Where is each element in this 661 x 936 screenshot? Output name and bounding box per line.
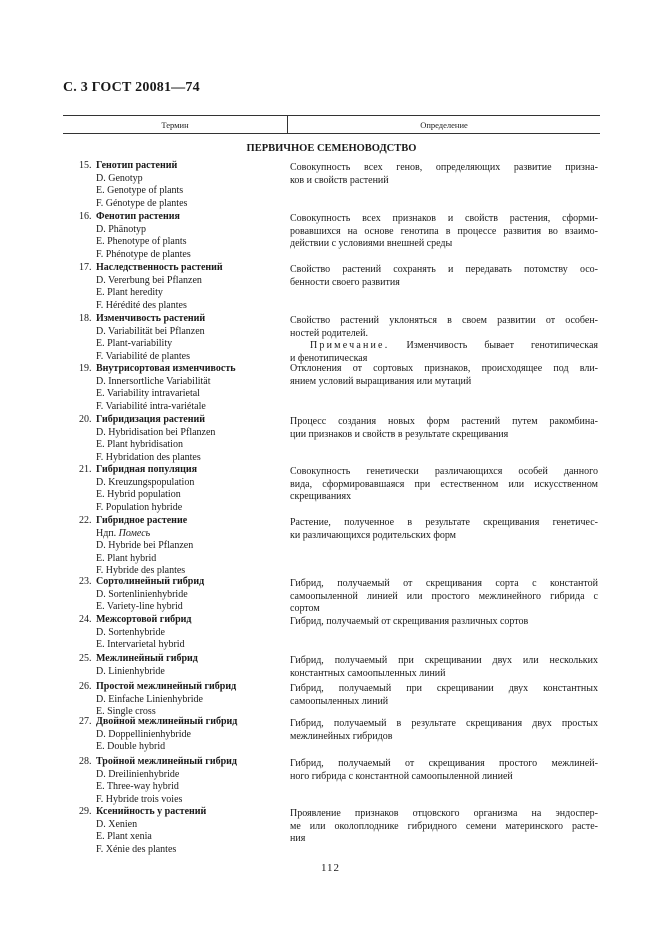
term-block — [79, 614, 279, 652]
term-translation: E. Plant hybrid — [96, 552, 157, 564]
term-number: 15. — [79, 160, 92, 171]
term-translation: D. Genotyp — [96, 172, 143, 184]
definition-line: Совокупность всех признаков и свойств растения, сформи- — [290, 213, 598, 224]
term-translation: F. Hybride trois voies — [96, 793, 183, 805]
term-translation: D. Innersortliche Variabilität — [96, 375, 211, 387]
definition-line: межлинейных гибридов — [290, 730, 393, 742]
term-translation: D. Einfache Linienhybride — [96, 693, 203, 705]
definition-line: вида, сформировавшаяся при естественном или искусственном — [290, 478, 598, 490]
definition-text — [290, 655, 598, 680]
definition-text — [290, 808, 598, 846]
term-block — [79, 515, 279, 578]
page-header-title: С. 3 ГОСТ 20081—74 — [63, 80, 200, 95]
note-label: Примечание. — [310, 340, 390, 351]
definition-text — [290, 578, 598, 616]
definition-text — [290, 416, 598, 441]
term-block — [79, 313, 279, 363]
definition-line: Растение, полученное в результате скрещивания генетичес- — [290, 517, 598, 528]
term-translation: F. Variabilité intra-variétale — [96, 400, 206, 412]
term-block — [79, 576, 279, 614]
term-name: Межсортовой гибрид — [96, 614, 192, 625]
column-header-definition: Определение — [420, 119, 468, 130]
definition-line: Гибрид, получаемый от скрещивания сорта с константой — [290, 578, 598, 589]
definition-line: Гибрид, получаемый в результате скрещивания двух простых — [290, 718, 598, 729]
definition-line: Гибрид, получаемый при скрещивании двух или нескольких — [290, 655, 598, 666]
definition-line: Свойство растений сохранять и передавать потомству осо- — [290, 264, 598, 275]
definition-line: бенности своего развития — [290, 276, 400, 288]
definition-line: самоопыленной линией или простого межлинейного гибрида с — [290, 590, 598, 602]
term-number: 25. — [79, 653, 92, 664]
term-definition — [290, 655, 598, 680]
term-translation: D. Sortenhybride — [96, 626, 165, 638]
term-translation: E. Double hybrid — [96, 741, 166, 752]
term-name: Простой межлинейный гибрид — [96, 681, 237, 692]
term-definition — [290, 578, 598, 616]
definition-text — [290, 616, 598, 629]
term-name: Гибридная популяция — [96, 464, 198, 475]
definition-line: Совокупность генетически различающихся особей данного — [290, 466, 598, 477]
table-header — [63, 115, 600, 134]
term-block — [79, 716, 279, 754]
ndp-value: Помесь — [118, 527, 151, 539]
definition-text — [290, 758, 598, 783]
definition-line: ции признаков и свойств в результате скрещивания — [290, 428, 509, 440]
term-translation: E. Variability intravarietal — [96, 388, 200, 399]
term-name: Внутрисортовая изменчивость — [96, 363, 236, 374]
column-header-term: Термин — [161, 119, 189, 130]
definition-text — [290, 213, 598, 251]
term-translation: F. Xénie des plantes — [96, 843, 177, 855]
definition-line: ков и свойств растений — [290, 174, 389, 186]
term-definition — [290, 466, 598, 504]
definition-line: самоопыленных линий — [290, 695, 389, 707]
term-definition — [290, 517, 598, 542]
term-number: 20. — [79, 414, 92, 425]
definition-line: ме или околоплоднике гибридного семени материнского расте- — [290, 820, 598, 832]
definition-line: константных самоопыленных линий — [290, 667, 446, 679]
term-translation: F. Phénotype de plantes — [96, 248, 191, 260]
term-translation: D. Kreuzungspopulation — [96, 476, 195, 488]
definition-note — [290, 340, 598, 353]
term-not-recommended — [79, 528, 279, 541]
term-block — [79, 160, 279, 210]
term-translation: F. Population hybride — [96, 501, 183, 513]
term-number: 26. — [79, 681, 92, 692]
definition-text — [290, 517, 598, 542]
term-definition — [290, 264, 598, 289]
term-number: 18. — [79, 313, 92, 324]
term-translation: E. Variety-line hybrid — [96, 601, 183, 612]
term-number: 17. — [79, 262, 92, 273]
term-definition — [290, 416, 598, 441]
term-translation: E. Hybrid population — [96, 489, 181, 500]
term-translation: E. Plant hybridisation — [96, 439, 183, 450]
definition-text — [290, 363, 598, 388]
term-translation: E. Plant-variability — [96, 338, 173, 349]
term-name: Сортолинейный гибрид — [96, 576, 205, 587]
definition-line: Совокупность всех генов, определяющих развитие призна- — [290, 162, 598, 173]
definition-line: скрещиваниях — [290, 491, 352, 502]
term-block — [79, 806, 279, 856]
term-translation: D. Vererbung bei Pflanzen — [96, 274, 202, 286]
term-block — [79, 681, 279, 719]
term-translation: E. Intervarietal hybrid — [96, 639, 185, 650]
term-block — [79, 653, 279, 678]
definition-line: ного гибрида с константной самоопыленной линией — [290, 770, 513, 782]
term-definition — [290, 162, 598, 187]
term-translation: E. Phenotype of plants — [96, 236, 187, 247]
definition-line: Гибрид, получаемый от скрещивания различных сортов — [290, 616, 529, 627]
definition-line: Отклонения от сортовых признаков, происходящее под вли- — [290, 363, 598, 374]
definition-line: Гибрид, получаемый от скрещивания простого межлиней- — [290, 758, 598, 769]
term-definition — [290, 718, 598, 743]
definition-text — [290, 718, 598, 743]
term-name: Ксенийность у растений — [96, 806, 207, 817]
term-name: Генотип растений — [96, 160, 178, 171]
page-number: 112 — [320, 862, 341, 874]
definition-line: действии с условиями внешней среды — [290, 238, 453, 249]
term-translation: D. Sortenlinienhybride — [96, 588, 188, 600]
section-title: ПЕРВИЧНОЕ СЕМЕНОВОДСТВО — [246, 143, 417, 154]
term-definition — [290, 683, 598, 708]
term-number: 16. — [79, 211, 92, 222]
definition-line: Проявление признаков отцовского организма на эндоспер- — [290, 808, 598, 819]
definition-line: ки различающихся родительских форм — [290, 529, 456, 541]
term-translation: F. Génotype de plantes — [96, 197, 188, 209]
definition-text — [290, 264, 598, 289]
term-translation: D. Xenien — [96, 818, 138, 830]
term-translation: F. Hybridation des plantes — [96, 451, 201, 463]
note-tail: и фенотипическая — [290, 352, 368, 364]
term-translation: E. Plant xenia — [96, 831, 152, 842]
term-definition — [290, 808, 598, 846]
definition-line: Гибрид, получаемый при скрещивании двух константных — [290, 683, 598, 694]
term-translation: E. Three-way hybrid — [96, 781, 179, 792]
term-translation: F. Hybride des plantes — [96, 565, 186, 576]
term-number: 23. — [79, 576, 92, 587]
term-translation: D. Phänotyp — [96, 223, 146, 235]
term-translation: D. Hybridisation bei Pflanzen — [96, 426, 216, 438]
term-block — [79, 414, 279, 464]
term-translation: F. Variabilité de plantes — [96, 350, 190, 362]
term-definition — [290, 616, 598, 629]
definition-line: ния — [290, 833, 306, 844]
term-number: 24. — [79, 614, 92, 625]
term-name: Фенотип растения — [96, 211, 180, 222]
term-number: 21. — [79, 464, 92, 475]
definition-text — [290, 466, 598, 504]
term-name: Наследственность растений — [96, 262, 223, 273]
term-definition — [290, 315, 598, 365]
term-definition — [290, 758, 598, 783]
term-block — [79, 363, 279, 413]
term-block — [79, 464, 279, 514]
term-translation: D. Dreilinienhybride — [96, 768, 180, 780]
term-translation: E. Plant heredity — [96, 287, 163, 298]
term-number: 19. — [79, 363, 92, 374]
term-name: Изменчивость растений — [96, 313, 206, 324]
definition-text — [290, 162, 598, 187]
term-name: Тройной межлинейный гибрид — [96, 756, 237, 767]
term-name: Двойной межлинейный гибрид — [96, 716, 238, 727]
term-translation: D. Variabilität bei Pflanzen — [96, 325, 205, 337]
ndp-label: Ндп. — [96, 527, 117, 539]
term-number: 27. — [79, 716, 92, 727]
term-block — [79, 756, 279, 806]
term-block — [79, 211, 279, 261]
term-name: Гибридное растение — [96, 515, 188, 526]
term-translation: D. Doppellinienhybride — [96, 728, 191, 740]
term-translation: D. Hybride bei Pflanzen — [96, 540, 194, 551]
definition-text — [290, 683, 598, 708]
term-definition — [290, 213, 598, 251]
definition-line: сортом — [290, 603, 320, 614]
term-translation: D. Linienhybride — [96, 665, 165, 677]
definition-line: янием условий выращивания или мутаций — [290, 375, 472, 387]
term-definition — [290, 363, 598, 388]
note-text: Изменчивость бывает генотипическая — [406, 340, 598, 351]
term-number: 22. — [79, 515, 92, 526]
definition-text — [290, 315, 598, 340]
term-number: 29. — [79, 806, 92, 817]
term-number: 28. — [79, 756, 92, 767]
definition-line: ностей родителей. — [290, 327, 368, 339]
term-translation: F. Hérédité des plantes — [96, 299, 187, 311]
term-translation: E. Genotype of plants — [96, 185, 184, 196]
term-block — [79, 262, 279, 312]
term-translation: E. Single cross — [96, 706, 156, 717]
term-name: Межлинейный гибрид — [96, 653, 198, 664]
definition-line: Свойство растений уклоняться в своем развитии от особен- — [290, 315, 598, 326]
definition-line: Процесс создания новых форм растений путем ракомбина- — [290, 416, 598, 427]
term-name: Гибридизация растений — [96, 414, 205, 425]
definition-line: ровавшихся на основе генотипа в процессе развития во взаимо- — [290, 225, 598, 237]
